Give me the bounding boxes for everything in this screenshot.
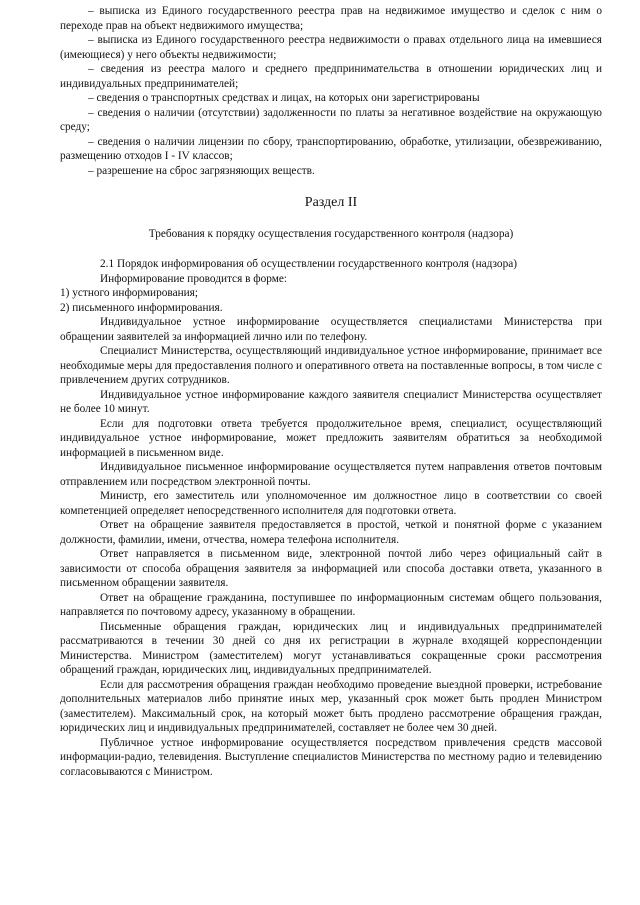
- bullet-item: – выписка из Единого государственного реестра прав на недвижимое имущество и сделок с ним о переходе прав на объект недвижимого имущества;: [60, 5, 602, 32]
- bullet-list: [60, 4, 602, 178]
- bullet-item: – разрешение на сброс загрязняющих веществ.: [88, 164, 315, 177]
- form-item: 2) письменного информирования.: [60, 301, 223, 314]
- bullet-item: – сведения о транспортных средствах и лицах, на которых они зарегистрированы: [88, 92, 480, 104]
- paragraph: Если для рассмотрения обращения граждан необходимо проведение выездной проверки, истребование дополнительных материалов либо принятие иных мер, указанный срок может быть продлен Министром (заместителем). Максимальный срок, на который может быть продлено рассмотрение обращения граждан, юридических лиц и индивидуальных предпринимателей, составляет не более чем 30 дней.: [60, 678, 602, 734]
- bullet-item: – выписка из Единого государственного реестра недвижимости о правах отдельного лица на имевшиеся (имеющиеся) у него объекты недвижимости;: [60, 34, 602, 61]
- paragraph: Письменные обращения граждан, юридических лиц и индивидуальных предпринимателей рассматриваются в течении 30 дней со дня их регистрации в журнале входящей корреспонденции Министерства. Министром (заместителем) могут устанавливаться сокращенные сроки рассмотрения обращений граждан, юридических лиц, индивидуальных предпринимателей.: [60, 620, 602, 676]
- paragraph: Ответ на обращение заявителя предоставляется в простой, четкой и понятной форме с указанием должности, фамилии, имени, отчества, номера телефона исполнителя.: [60, 519, 602, 546]
- paragraph: Публичное устное информирование осуществляется посредством привлечения средств массовой информации-радио, телевидения. Выступление специалистов Министерства по местному радио и телевидению согласовываются с Министром.: [60, 736, 602, 778]
- paragraph: Индивидуальное письменное информирование осуществляется путем направления ответов почтовым отправлением или посредством электронной почты.: [60, 461, 602, 488]
- forms-intro: Информирование проводится в форме:: [100, 272, 287, 285]
- paragraph: Индивидуальное устное информирование осуществляется специалистами Министерства при обращении заявителей за информацией лично или по телефону.: [60, 316, 602, 343]
- form-item: 1) устного информирования;: [60, 287, 199, 299]
- paragraph: Специалист Министерства, осуществляющий индивидуальное устное информирование, принимает все необходимые меры для предоставления полного и оперативного ответа на поставленные вопросы, в том числе с привлечением других сотрудников.: [60, 345, 602, 386]
- bullet-item: – сведения о наличии (отсутствии) задолженности по платы за негативное воздействие на окружающую среду;: [60, 106, 602, 133]
- paragraph: Ответ направляется в письменном виде, электронной почтой либо через официальный сайт в зависимости от способа обращения заявителя за информацией или способа доставки ответа, указанного в письменном обращении заявителя.: [60, 548, 602, 589]
- subsection-title: 2.1 Порядок информирования об осуществлении государственного контроля (надзора): [100, 258, 518, 270]
- section-subtitle: Требования к порядку осуществления государственного контроля (надзора): [148, 227, 514, 240]
- bullet-item: – сведения из реестра малого и среднего предпринимательства в отношении юридических лиц и индивидуальных предпринимателей;: [60, 63, 602, 90]
- bullet-item: – сведения о наличии лицензии по сбору, транспортированию, обработке, утилизации, обезвреживанию, размещению отходов I - IV классов;: [60, 135, 602, 162]
- paragraph: Министр, его заместитель или уполномоченное им должностное лицо в соответствии со своей компетенцией определяет непосредственного исполнителя для подготовки ответа.: [60, 490, 602, 517]
- section-title: Раздел II: [304, 195, 358, 210]
- paragraph: Ответ на обращение гражданина, поступившее по информационным системам общего пользования, направляется по почтовому адресу, указанному в обращении.: [60, 591, 602, 618]
- paragraph: Если для подготовки ответа требуется продолжительное время, специалист, осуществляющий индивидуальное устное информирование, может предложить заявителям обратиться за необходимой информацией в письменном виде.: [60, 417, 602, 459]
- paragraph: Индивидуальное устное информирование каждого заявителя специалист Министерства осуществляет не более 10 минут.: [60, 388, 602, 415]
